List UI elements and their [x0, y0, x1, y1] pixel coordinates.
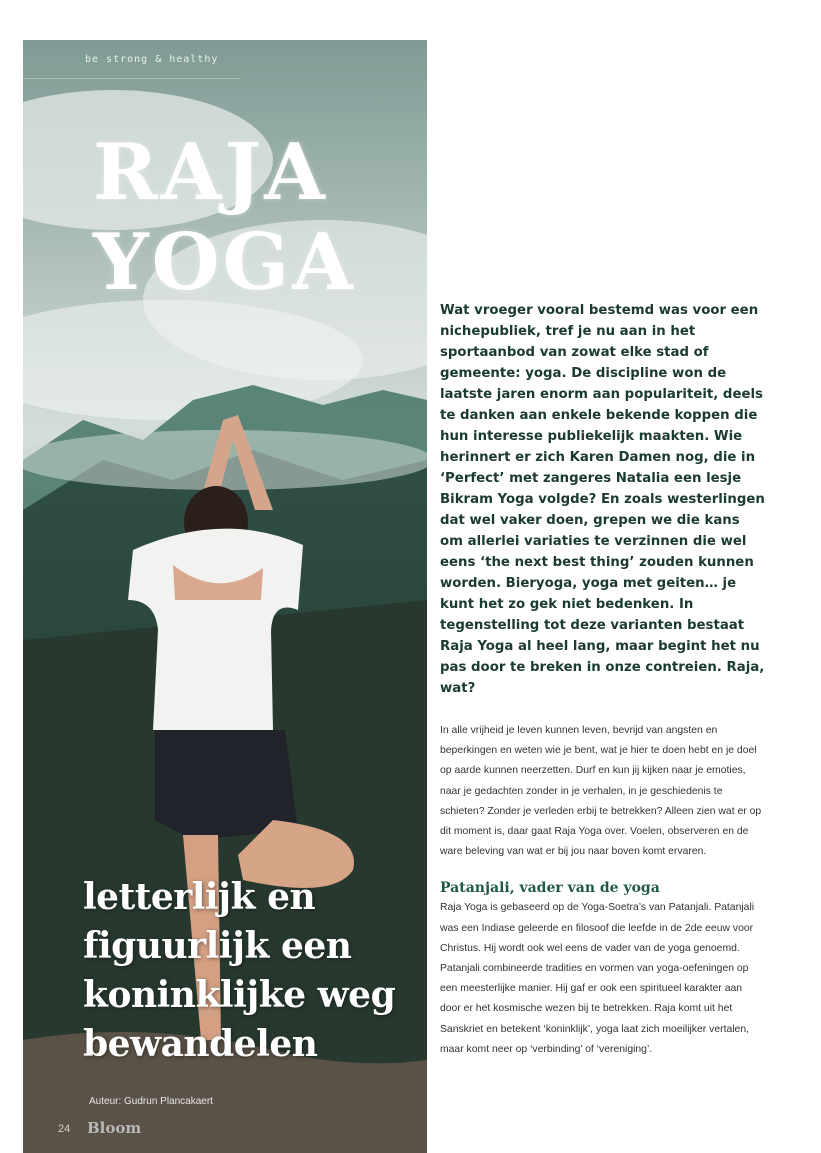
- page-number: 24: [58, 1123, 71, 1135]
- body-paragraph-2: Raja Yoga is gebaseerd op de Yoga-Soetra’s van Patanjali. Patanjali was een Indiase geleerde en filosoof die leefde in de 2de eeuw voor Christus. Hij wordt ook wel eens de vader van de yoga genoemd. Patanjali combineerde tradities en vormen van yoga-oefeningen op een meesterlijke manier. Hij gaf er ook een spiritueel karakter aan door er het kosmische wezen bij te betrekken. Raja komt uit het Sanskriet en betekent ‘koninklijk’, yoga laat zich moeilijker vertalen, maar komt neer op ‘verbinding’ of ‘vereniging’.: [440, 902, 755, 1055]
- tagline-divider: [23, 78, 241, 79]
- article-column: [440, 300, 765, 1060]
- magazine-brand: Bloom: [87, 1119, 142, 1137]
- title-line-1: RAJA: [93, 127, 328, 218]
- article-title: [93, 128, 356, 308]
- hero-photo: [23, 40, 427, 1153]
- title-line-2: YOGA: [93, 217, 356, 308]
- intro-paragraph: Wat vroeger vooral bestemd was voor een nichepubliek, tref je nu aan in het sportaanbod van zowat elke stad of gemeente: yoga. De discipline won de laatste jaren enorm aan populariteit, deels te danken aan enkele bekende koppen die hun interesse publiekelijk maakten. Wie herinnert er zich Karen Damen nog, die in ‘Perfect’ met zangeres Natalia een lesje Bikram Yoga volgde? En zoals westerlingen dat wel vaker doen, grepen we die kans om allerlei variaties te verzinnen die wel eens ‘the next best thing’ zouden kunnen worden. Bieryoga, yoga met geiten… je kunt het zo gek niet bedenken. In tegenstelling tot deze varianten bestaat Raja Yoga al heel lang, maar begint het nu pas door te breken in onze contreien. Raja, wat?: [440, 303, 765, 696]
- author-credit: Auteur: Gudrun Plancakaert: [89, 1096, 213, 1107]
- body-paragraph-1: In alle vrijheid je leven kunnen leven, bevrijd van angsten en beperkingen en weten wie je bent, wat je hier te doen hebt en je doel op aarde kunnen neerzetten. Durf en kun jij kijken naar je emoties, naar je gedachten zonder in je verhalen, in je geschiedenis te schieten? Zonder je verleden erbij te betrekken? Alleen zien wat er op dit moment is, daar gaat Raja Yoga over. Voelen, observeren en de ware beleving van wat er bij jou naar boven komt ervaren.: [440, 725, 762, 858]
- section-heading: Patanjali, vader van de yoga: [440, 880, 660, 897]
- article-headline: letterlijk en figuurlijk een koninklijke weg bewandelen: [83, 876, 396, 1065]
- section-tagline: be strong & healthy: [85, 54, 219, 65]
